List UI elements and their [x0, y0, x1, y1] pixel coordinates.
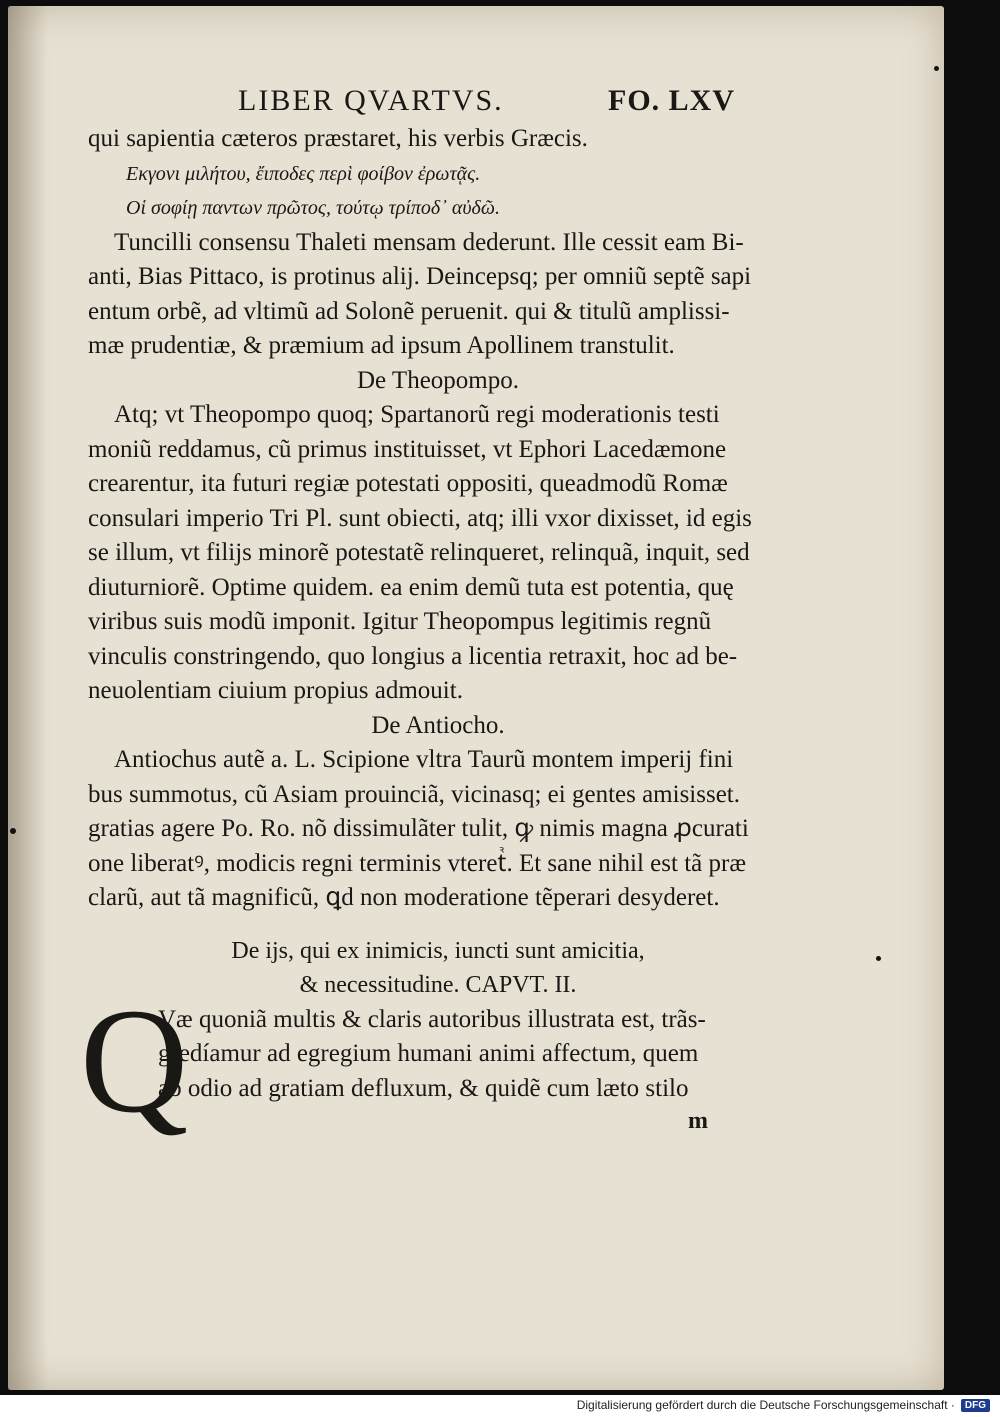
text-line: Væ quoniã multis & claris autoribus illustrata est, trãs- [158, 1005, 706, 1033]
text-line: crearentur, ita futuri regiæ potestati oppositi, queadmodũ Romæ [88, 470, 728, 497]
spacer [88, 916, 788, 934]
text-line: Antiochus autẽ a. L. Scipione vltra Taurũ montem imperij fini [114, 746, 734, 773]
greek-verse-line: Εκγονι μιλήτου, ἔιποδες περὶ φοίβον ἐρωτᾷς. [126, 162, 481, 185]
folio-number: FO. LXV [608, 84, 735, 117]
text-line: mæ prudentiæ, & præmium ad ipsum Apollinem transtulit. [88, 332, 675, 359]
text-line: vinculis constringendo, quo longius a licentia retraxit, hoc ad be- [88, 642, 738, 670]
text-line: qui sapientia cæteros præstaret, his verbis Græcis. [88, 125, 588, 152]
text-line: clarũ, aut tã magnificũ, ꝗd non moderatione tẽperari desyderet. [88, 884, 720, 911]
footer-credit [577, 1398, 990, 1412]
page-header [88, 78, 788, 122]
drop-cap-initial: Q [80, 977, 189, 1144]
text-line: anti, Bias Pittaco, is protinus alij. Deincepsq; per omniũ septẽ sapi [88, 263, 752, 290]
speck-mark [934, 66, 939, 71]
greek-verse-line: Οἱ σοφίῃ παντων πρῶτος, τούτῳ τρίποδ᾽ αὐδῶ. [126, 197, 500, 219]
text-line: entum orbẽ, ad vltimũ ad Solonẽ peruenit. qui & titulũ amplissi- [88, 297, 730, 325]
section-heading: De Theopompo. [356, 366, 519, 394]
text-line: Tuncilli consensu Thaleti mensam dederunt. Ille cessit eam Bi- [114, 228, 744, 256]
speck-mark [10, 828, 16, 834]
dfg-logo-icon: DFG [961, 1399, 990, 1412]
catchword: m [688, 1108, 708, 1134]
text-line: viribus suis modũ imponit. Igitur Theopompus legitimis regnũ [88, 608, 712, 635]
text-line: consulari imperio Tri Pl. sunt obiecti, atq; illi vxor dixisset, id egis [88, 504, 752, 532]
speck-mark [876, 956, 881, 961]
running-head: LIBER QVARTVS. [238, 84, 504, 117]
opening-lines [88, 1003, 788, 1107]
chapter-heading-line: & necessitudine. CAPVT. II. [299, 972, 577, 998]
text-line: se illum, vt filijs minorẽ potestatẽ relinqueret, relinquã, inquit, sed [88, 539, 750, 566]
chapter-heading [88, 934, 788, 1003]
section-heading: De Antiocho. [371, 711, 505, 739]
text-line: diuturniorẽ. Optime quidem. ea enim demũ tuta est potentia, quę [88, 573, 734, 601]
page-content [80, 78, 788, 1144]
text-line: moniũ reddamus, cũ primus instituisset, vt Ephori Lacedæmone [88, 435, 727, 463]
text-line: one liberatꝰ, modicis regni terminis vteretᷣ. Et sane nihil est tã præ [88, 849, 746, 877]
chapter-heading-line: De ijs, qui ex inimicis, iuncti sunt amicitia, [231, 937, 645, 964]
footer-text: Digitalisierung gefördert durch die Deutsche Forschungsgemeinschaft · [576, 1398, 955, 1412]
text-line: neuolentiam ciuium propius admouit. [88, 677, 463, 704]
text-line: gredíamur ad egregium humani animi affectum, quem [158, 1040, 699, 1067]
text-line: gratias agere Po. Ro. nõ dissimulãter tulit, ꝙ nimis magna ꝓcurati [88, 815, 749, 842]
text-line: ab odio ad gratiam defluxum, & quidẽ cum læto stilo [158, 1074, 689, 1102]
text-line: Atq; vt Theopompo quoq; Spartanorũ regi moderationis testi [114, 401, 720, 428]
book-page [8, 6, 944, 1390]
body-text [88, 122, 788, 916]
text-line: bus summotus, cũ Asiam prouinciã, vicinasq; ei gentes amisisset. [88, 780, 741, 808]
